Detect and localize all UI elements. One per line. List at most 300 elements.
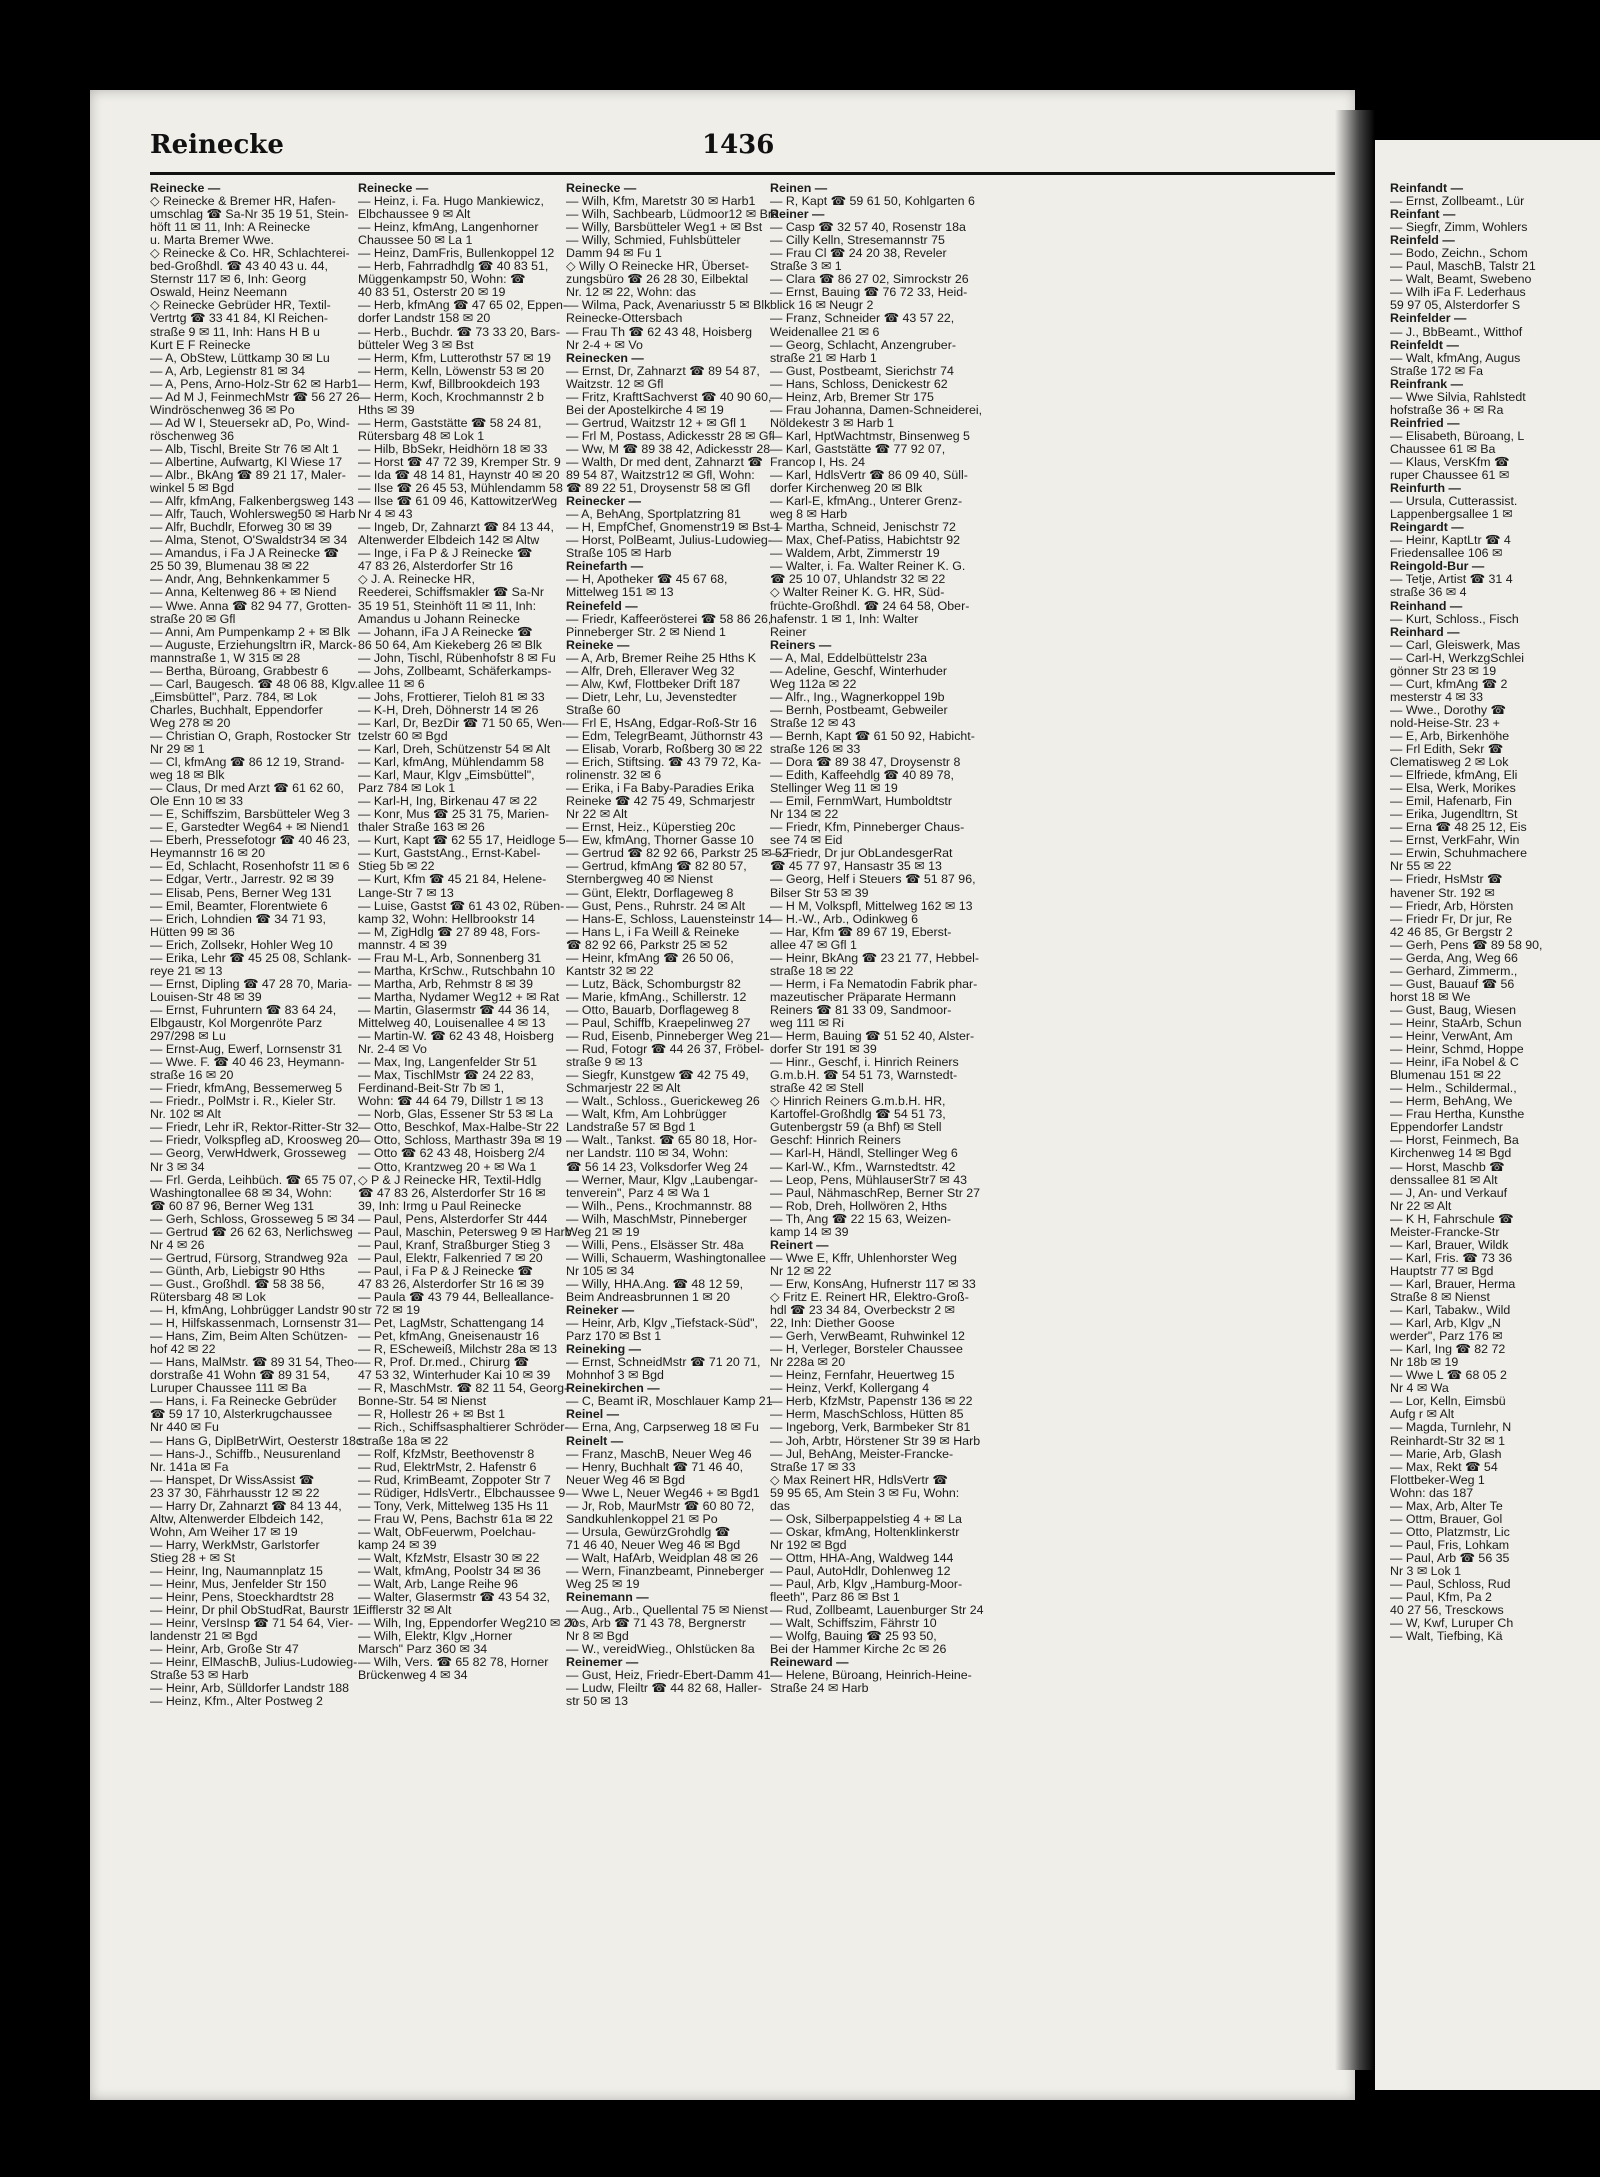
entry-line: Reinecke — <box>150 181 221 195</box>
entry-line: Nr 2-4 + ✉ Vo <box>566 337 643 352</box>
entry-line: weg 111 ✉ Ri <box>770 1016 844 1030</box>
entry-line: Nr 440 ✉ Fu <box>150 1420 219 1435</box>
entry-line: Stellinger Weg 11 ✉ 19 <box>770 781 898 796</box>
entry-line: — Otto, Bauarb, Dorflageweg 8 <box>566 1002 739 1017</box>
entry-line: — Harry Dr, Zahnarzt ☎ 84 13 44, <box>150 1498 342 1513</box>
entry-line: — Gust, Bauauf ☎ 56 <box>1390 976 1515 991</box>
entry-line: — Heinr, Arb, Sülldorfer Landstr 188 <box>150 1681 350 1696</box>
entry-line: — Gerh, Schloss, Grosseweg 5 ✉ 34 <box>150 1211 355 1226</box>
entry-line: — Herm, Kfm, Lutterothstr 57 ✉ 19 <box>358 350 551 365</box>
entry-line: — Heinr, Schmd, Hoppe <box>1390 1042 1524 1057</box>
entry-line: Stieg 28 + ✉ St <box>150 1550 236 1565</box>
entry-line: mazeutischer Präparate Hermann <box>770 989 956 1004</box>
entry-line: — Wilh., Pens., Krochmannstr. 88 <box>566 1198 752 1213</box>
entry-line: — Marie, kfmAng., Schillerstr. 12 <box>566 989 747 1004</box>
entry-line: Reineking — <box>566 1342 642 1357</box>
entry-line: 59 97 05, Alsterdorfer S <box>1390 298 1521 313</box>
entry-line: Nr 105 ✉ 34 <box>566 1263 635 1278</box>
entry-line: — Horst, Maschb ☎ <box>1390 1159 1505 1174</box>
entry-line: — Heinz, kfmAng, Langenhorner <box>358 220 539 235</box>
entry-line: — Tony, Verk, Mittelweg 135 Hs 11 <box>358 1498 549 1513</box>
entry-line: — Karl, Maur, Klgv „Eimsbüttel", <box>358 768 535 783</box>
entry-line: dorfer Str 191 ✉ 39 <box>770 1042 877 1057</box>
entry-line: — A, Arb, Bremer Reihe 25 Hths K <box>566 650 757 665</box>
entry-line: straße 18a ✉ 22 <box>358 1433 449 1448</box>
entry-line: — W, Kwf, Luruper Ch <box>1390 1616 1514 1631</box>
entry-line: — Konr, Mus ☎ 25 31 75, Marien- <box>358 807 550 822</box>
entry-line: denssallee 81 ✉ Alt <box>1390 1172 1498 1187</box>
entry-line: — Herb, kfmAng ☎ 47 65 02, Eppen- <box>358 298 567 313</box>
entry-line: — Albertine, Aufwartg, Kl Wiese 17 <box>150 454 343 469</box>
entry-line: Reinel — <box>566 1407 620 1422</box>
entry-line: — Heinr, iFa Nobel & C <box>1390 1055 1519 1070</box>
entry-line: — A, Pens, Arno-Holz-Str 62 ✉ Harb1 <box>150 376 359 391</box>
entry-line: 297/298 ✉ Lu <box>150 1029 226 1044</box>
entry-line: Heymannstr 16 ✉ 20 <box>150 846 266 861</box>
entry-line: — Walth, Dr med dent, Zahnarzt ☎ <box>566 454 763 469</box>
entry-line: mannstraße 1, W 315 ✉ 28 <box>150 650 301 665</box>
entry-line: — Dietr, Lehr, Lu, Jevenstedter <box>566 689 737 704</box>
entry-line: Kartoffel-Großhdlg ☎ 54 51 73, <box>770 1107 946 1122</box>
entry-line: — Karl, HdlsVertr ☎ 86 09 40, Süll- <box>770 468 968 483</box>
entry-line: — Heinr, ElMaschB, Julius-Ludowieg- <box>150 1655 358 1670</box>
entry-line: Gutenbergstr 59 (a Bhf) ✉ Stell <box>770 1120 942 1135</box>
entry-line: — Frau Cl ☎ 24 20 38, Reveler <box>770 246 947 261</box>
entry-line: — Martha, Nydamer Weg12 + ✉ Rat <box>358 989 560 1004</box>
entry-line: — Aug., Arb., Quellental 75 ✉ Nienst <box>566 1603 768 1618</box>
entry-line: reye 21 ✉ 13 <box>150 963 223 978</box>
entry-line: Bilser Str 53 ✉ 39 <box>770 885 869 900</box>
entry-line: Nr 4 ✉ 26 <box>150 1237 205 1252</box>
entry-line: zungsbüro ☎ 26 28 30, Eilbektal <box>566 272 749 287</box>
entry-line: Reinecke — <box>566 181 637 195</box>
entry-line: — Max, TischlMstr ☎ 24 22 83, <box>358 1068 534 1083</box>
entry-line: werder", Parz 176 ✉ <box>1390 1329 1503 1344</box>
entry-line: — Gertrud, Fürsorg, Strandweg 92a <box>150 1250 348 1265</box>
entry-line: Reingold-Bur — <box>1390 559 1485 574</box>
entry-line: „Eimsbüttel", Parz. 784, ✉ Lok <box>150 689 317 704</box>
entry-line: straße 16 ✉ 20 <box>150 1068 234 1083</box>
entry-line: — Walt., Tankst. ☎ 65 80 18, Hor- <box>566 1133 758 1148</box>
entry-line: — Alfr, kfmAng, Falkenbergsweg 143 <box>150 494 354 509</box>
entry-line: Reinemann — <box>566 1590 649 1605</box>
entry-line: thaler Straße 163 ✉ 26 <box>358 820 485 835</box>
entry-line: Lange-Str 7 ✉ 13 <box>358 885 454 900</box>
entry-line: Nr 8 ✉ Bgd <box>566 1629 629 1644</box>
entry-line: — Günt, Elektr, Dorflageweg 8 <box>566 885 734 900</box>
entry-line: — Heinr, Arb, Große Str 47 <box>150 1642 299 1657</box>
entry-line: — Harry, WerkMstr, Garlstorfer <box>150 1537 320 1552</box>
entry-line: — Casp ☎ 32 57 40, Rosenstr 18a <box>770 220 966 235</box>
entry-line: Hauptstr 77 ✉ Bgd <box>1390 1263 1494 1278</box>
entry-line: — Georg, VerwHdwerk, Grosseweg <box>150 1146 347 1161</box>
entry-line: — Karl, Dreh, Schützenstr 54 ✉ Alt <box>358 742 551 757</box>
entry-line: Reinekirchen — <box>566 1381 660 1396</box>
entry-line: — Max, Arb, Alter Te <box>1390 1498 1503 1513</box>
entry-line: — Jul, BehAng, Meister-Francke- <box>770 1446 954 1461</box>
entry-line: — Paul, i Fa P & J Reinecke ☎ <box>358 1263 533 1278</box>
entry-line: — Herm, BehAng, We <box>1390 1094 1513 1109</box>
entry-line: — Willi, Schauerm, Washingtonallee <box>566 1250 766 1265</box>
entry-line: straße 9 ✉ 11, Inh: Hans H B u <box>150 324 320 339</box>
entry-line: ◇ J. A. Reinecke HR, <box>358 572 475 587</box>
entry-line: see 74 ✉ Eid <box>770 833 843 848</box>
entry-line: — Erich, Stiftsing. ☎ 43 79 72, Ka- <box>566 755 762 770</box>
entry-line: — Paul, Kranf, Straßburger Stieg 3 <box>358 1237 551 1252</box>
entry-line: Reinecken — <box>566 350 644 365</box>
entry-line: — Werner, Maur, Klgv „Laubengar- <box>566 1172 758 1187</box>
entry-line: — Walt, ObFeuerwm, Poelchau- <box>358 1524 536 1539</box>
entry-line: horst 18 ✉ We <box>1390 989 1471 1004</box>
entry-line: — Siegfr, Zimm, Wohlers <box>1390 220 1528 235</box>
entry-line: — Ottm, Brauer, Gol <box>1390 1511 1503 1526</box>
entry-line: Clematisweg 2 ✉ Lok <box>1390 755 1509 770</box>
entry-line: Weidenallee 21 ✉ 6 <box>770 324 880 339</box>
entry-line: Hths ✉ 39 <box>358 402 415 417</box>
entry-line: — Henry, Buchhalt ☎ 71 46 40, <box>566 1459 744 1474</box>
entry-line: Reinelt — <box>566 1433 624 1448</box>
entry-line: — Leop, Pens, MühlauserStr7 ✉ 43 <box>770 1172 968 1187</box>
entry-line: — Frl E, HsAng, Edgar-Roß-Str 16 <box>566 715 757 730</box>
entry-line: — Hans-E, Schloss, Lauensteinstr 14 <box>566 911 772 926</box>
entry-line: — Friedr, Kfm, Pinneberger Chaus- <box>770 820 965 835</box>
entry-line: — Heinz, i. Fa. Hugo Mankiewicz, <box>358 194 544 209</box>
entry-line: — Paul, Pens, Alsterdorfer Str 444 <box>358 1211 548 1226</box>
entry-line: Nr. 141a ✉ Fa <box>150 1459 229 1474</box>
entry-line: — Marie, Arb, Glash <box>1390 1446 1502 1461</box>
entry-line: — Bertha, Büroang, Grabbestr 6 <box>150 663 329 678</box>
entry-line: — Günth, Arb, Liebigstr 90 Hths <box>150 1263 325 1278</box>
entry-line: bed-Großhdl. ☎ 43 40 43 u. 44, <box>150 259 328 274</box>
entry-line: — Alfr., Ing., Wagnerkoppel 19b <box>770 689 945 704</box>
entry-line: — Rud, Zollbeamt, Lauenburger Str 24 <box>770 1603 984 1618</box>
entry-line: — Johs, Zollbeamt, Schäferkamps- <box>358 663 552 678</box>
entry-line: ☎ 25 10 07, Uhlandstr 32 ✉ 22 <box>770 572 946 587</box>
entry-line: — Erna, Ang, Carpserweg 18 ✉ Fu <box>566 1420 759 1435</box>
entry-line: Bonne-Str. 54 ✉ Nienst <box>358 1394 487 1409</box>
entry-line: — Gertrud ☎ 26 62 63, Nerlichsweg <box>150 1224 353 1239</box>
entry-line: — Friedr, HsMstr ☎ <box>1390 872 1503 887</box>
entry-line: — R, Hollestr 26 + ✉ Bst 1 <box>358 1407 506 1422</box>
entry-line: — Ilse ☎ 61 09 46, KattowitzerWeg <box>358 494 558 509</box>
entry-line: Kantstr 32 ✉ 22 <box>566 963 654 978</box>
entry-line: — Cilly Kelln, Stresemannstr 75 <box>770 233 945 248</box>
entry-line: Kirchenweg 14 ✉ Bgd <box>1390 1146 1512 1161</box>
entry-line: — Ottm, HHA-Ang, Waldweg 144 <box>770 1550 954 1565</box>
entry-line: — Wern, Finanzbeamt, Pinneberger <box>566 1563 765 1578</box>
entry-line: — Ursula, Cutterassist. <box>1390 494 1518 509</box>
entry-line: — Rob, Dreh, Hollwören 2, Hths <box>770 1198 947 1213</box>
entry-line: — Erika, i Fa Baby-Paradies Erika <box>566 781 754 796</box>
entry-line: Reinecke-Ottersbach <box>566 311 683 326</box>
entry-line: — Paul, Arb, Klgv „Hamburg-Moor- <box>770 1577 963 1592</box>
entry-line: — Walt, Tiefbing, Kä <box>1390 1629 1503 1644</box>
entry-line: nold-Heise-Str. 23 + <box>1390 715 1500 730</box>
entry-line: — Ernst, SchneidMstr ☎ 71 20 71, <box>566 1355 761 1370</box>
entry-line: Weg 112a ✉ 22 <box>770 676 857 691</box>
entry-line: Nr 3 ✉ Lok 1 <box>1390 1563 1461 1578</box>
entry-line: — Herm, Koch, Krochmannstr 2 b <box>358 389 544 404</box>
entry-line: — Herm, i Fa Nematodin Fabrik phar- <box>770 976 978 991</box>
entry-line: — Wwe E, Kffr, Uhlenhorster Weg <box>770 1250 957 1265</box>
entry-line: Reinen — <box>770 181 828 195</box>
entry-line: — Wwe. Anna ☎ 82 94 77, Grotten- <box>150 598 352 613</box>
entry-line: Eppendorfer Landstr <box>1390 1120 1503 1135</box>
entry-line: — Clara ☎ 86 27 02, Simrockstr 26 <box>770 272 969 287</box>
entry-line: Straße 3 ✉ 1 <box>770 259 842 274</box>
entry-line: Sternstr 117 ✉ 6, Inh: Georg <box>150 272 307 287</box>
entry-line: — Wolfg, Bauing ☎ 25 93 50, <box>770 1629 937 1644</box>
entry-line: — Heinr, Mus, Jenfelder Str 150 <box>150 1577 327 1592</box>
entry-line: — Herb, KfzMstr, Papenstr 136 ✉ 22 <box>770 1394 973 1409</box>
entry-line: Altenwerder Elbdeich 142 ✉ Altw <box>358 533 540 548</box>
entry-line: Reiner — <box>770 207 825 222</box>
entry-line: weg 18 ✉ Blk <box>150 768 225 783</box>
entry-line: hofstraße 36 + ✉ Ra <box>1390 402 1504 417</box>
entry-line: — Albr., BkAng ☎ 89 21 17, Maler- <box>150 468 346 483</box>
entry-line: — Alb, Tischl, Breite Str 76 ✉ Alt 1 <box>150 441 339 456</box>
entry-line: — Dora ☎ 89 38 47, Droysenstr 8 <box>770 755 961 770</box>
entry-line: — Wilh, Kfm, Maretstr 30 ✉ Harb1 <box>566 194 756 209</box>
entry-line: gönner Str 23 ✉ 19 <box>1390 663 1497 678</box>
entry-line: Reinfant — <box>1390 207 1456 222</box>
entry-line: Nr 22 ✉ Alt <box>1390 1198 1452 1213</box>
book-spine <box>1335 110 1375 2070</box>
entry-line: ruper Chaussee 61 ✉ <box>1390 468 1510 483</box>
entry-line: — E, Garstedter Weg64 + ✉ Niend1 <box>150 820 350 835</box>
entry-line: — Walt, Arb, Lange Reihe 96 <box>358 1577 519 1592</box>
entry-line: — Frau Th ☎ 62 43 48, Hoisberg <box>566 324 753 339</box>
entry-line: — Martin-W. ☎ 62 43 48, Hoisberg <box>358 1029 554 1044</box>
entry-line: — Kurt, Kfm ☎ 45 21 84, Helene- <box>358 872 547 887</box>
entry-line: — Paul, Fris, Lohkam <box>1390 1537 1510 1552</box>
entry-line: Parz 784 ✉ Lok 1 <box>358 781 456 796</box>
entry-line: landenstr 21 ✉ Bgd <box>150 1629 258 1644</box>
entry-line: — Heinr, VerwAnt, Am <box>1390 1029 1513 1044</box>
entry-line: Straße 12 ✉ 43 <box>770 715 856 730</box>
entry-line: — Kurt, Schloss., Fisch <box>1390 611 1519 626</box>
entry-line: — C, Beamt iR, Moschlauer Kamp 21 <box>566 1394 773 1409</box>
entry-line: Waitzstr. 12 ✉ Gfl <box>566 376 664 391</box>
entry-line: Straße 53 ✉ Harb <box>150 1668 249 1683</box>
entry-line: — Ew, kfmAng, Thorner Gasse 10 <box>566 833 754 848</box>
entry-line: Reinfelder — <box>1390 311 1467 326</box>
entry-line: — Frl Edith, Sekr ☎ <box>1390 742 1504 757</box>
entry-line: — Walt, Schiffszim, Fährstr 10 <box>770 1616 937 1631</box>
entry-line: Straße 105 ✉ Harb <box>566 546 672 561</box>
entry-line: — H, Apotheker ☎ 45 67 68, <box>566 572 728 587</box>
entry-line: straße 126 ✉ 33 <box>770 742 861 757</box>
entry-line: — Walter, i. Fa. Walter Reiner K. G. <box>770 559 966 574</box>
entry-line: Reineke — <box>566 637 630 652</box>
header-rule <box>150 172 1335 175</box>
entry-line: Lappenbergsallee 1 ✉ <box>1390 507 1513 522</box>
entry-line: Francop I, Hs. 24 <box>770 454 866 469</box>
entry-line: — Hans, MalMstr. ☎ 89 31 54, Theo- <box>150 1355 359 1370</box>
entry-line: — R, EScheweiß, Milchstr 28a ✉ 13 <box>358 1342 558 1357</box>
entry-line: — Karl-H, Ing, Birkenau 47 ✉ 22 <box>358 794 538 809</box>
entry-line: — Rolf, KfzMstr, Beethovenstr 8 <box>358 1446 535 1461</box>
entry-line: — Friedr, Lehr iR, Rektor-Ritter-Str 32 <box>150 1120 359 1135</box>
entry-line: — H.-W., Arb., Odinkweg 6 <box>770 911 919 926</box>
entry-line: — Lutz, Bäck, Schomburgstr 82 <box>566 976 741 991</box>
entry-line: Nr. 12 ✉ 22, Wohn: das <box>566 285 696 300</box>
entry-line: — J, An- und Verkauf <box>1390 1185 1508 1200</box>
entry-line: Pinneberger Str. 2 ✉ Niend 1 <box>566 624 726 639</box>
entry-line: — Ludw, Fleiltr ☎ 44 82 68, Haller- <box>566 1681 762 1696</box>
entry-line: — Frl. Gerda, Leihbüch. ☎ 65 75 07, <box>150 1172 357 1187</box>
entry-line: Elbchaussee 9 ✉ Alt <box>358 207 471 222</box>
entry-line: — Heinr, kfmAng ☎ 26 50 06, <box>566 950 734 965</box>
entry-line: — Inge, i Fa P & J Reinecke ☎ <box>358 546 533 561</box>
entry-line: — Pet, kfmAng, Gneisenaustr 16 <box>358 1329 540 1344</box>
entry-line: — M, ZigHdlg ☎ 27 89 48, Fors- <box>358 924 541 939</box>
entry-line: Nr 22 ✉ Alt <box>566 807 628 822</box>
entry-line: 59 95 65, Am Stein 3 ✉ Fu, Wohn: <box>770 1485 960 1500</box>
entry-line: — Kurt, Kapt ☎ 62 55 17, Heidloge 5 <box>358 833 566 848</box>
entry-line: — A, BehAng, Sportplatzring 81 <box>566 507 741 522</box>
entry-line: — Wwe L ☎ 68 05 2 <box>1390 1368 1507 1383</box>
entry-line: — A, ObStew, Lüttkamp 30 ✉ Lu <box>150 350 330 365</box>
entry-line: Ole Enn 10 ✉ 33 <box>150 794 244 809</box>
entry-line: — Heinr, KaptLtr ☎ 4 <box>1390 533 1511 548</box>
entry-line: — Rud, Eisenb, Pinneberger Weg 21 <box>566 1029 770 1044</box>
entry-line: hof 42 ✉ 22 <box>150 1342 216 1357</box>
entry-line: — Elisab, Vorarb, Roßberg 30 ✉ 22 <box>566 742 763 757</box>
entry-line: Bei der Apostelkirche 4 ✉ 19 <box>566 402 724 417</box>
entry-line: — Heinz, Arb, Bremer Str 175 <box>770 389 934 404</box>
entry-line: — Walt, kfmAng, Poolstr 34 ✉ 36 <box>358 1563 541 1578</box>
entry-line: Mohnhof 3 ✉ Bgd <box>566 1368 664 1383</box>
entry-line: — Heinr, Ing, Naumannplatz 15 <box>150 1563 323 1578</box>
entry-line: Schmarjestr 22 ✉ Alt <box>566 1081 681 1096</box>
entry-line: havener Str. 192 ✉ <box>1390 885 1495 900</box>
entry-line: Flottbeker-Weg 1 <box>1390 1472 1485 1487</box>
entry-line: — Hans G, DiplBetrWirt, Oesterstr 18c <box>150 1433 363 1448</box>
entry-line: — Friedr Fr, Dr jur, Re <box>1390 911 1512 926</box>
entry-line: — Oskar, kfmAng, Holtenklinkerstr <box>770 1524 960 1539</box>
entry-line: — Karl, kfmAng, Mühlendamm 58 <box>358 755 544 770</box>
entry-line: — Ernst, Zollbeamt., Lür <box>1390 194 1525 209</box>
entry-line: Washingtonallee 68 ✉ 34, Wohn: <box>150 1185 332 1200</box>
entry-line: Geschf: Hinrich Reiners <box>770 1133 901 1148</box>
entry-line: — Ernst, Heiz., Küperstieg 20c <box>566 820 736 835</box>
entry-line: u. Marta Bremer Wwe. <box>150 233 274 248</box>
entry-line: — Paul, Kfm, Pa 2 <box>1390 1590 1492 1605</box>
entry-line: — Paul, Schiffb, Kraepelinweg 27 <box>566 1016 751 1030</box>
entry-line: allee 11 ✉ 6 <box>358 676 425 691</box>
entry-line: — Herm, Bauing ☎ 51 52 40, Alster- <box>770 1029 975 1044</box>
entry-line: — Hans-J., Schiffb., Neusurenland <box>150 1446 341 1461</box>
entry-line: Sandkuhlenkoppel 21 ✉ Po <box>566 1511 718 1526</box>
entry-line: Weg 21 ✉ 19 <box>566 1224 640 1239</box>
entry-line: — Otto ☎ 62 43 48, Hoisberg 2/4 <box>358 1146 545 1161</box>
entry-line: — Karl, Gaststätte ☎ 77 92 07, <box>770 441 946 456</box>
entry-line: — Herm, Kelln, Löwenstr 53 ✉ 20 <box>358 363 544 378</box>
entry-line: — Friedr, Arb, Hörsten <box>1390 898 1514 913</box>
entry-line: Reingardt — <box>1390 520 1464 535</box>
entry-line: Reinecke — <box>358 181 429 195</box>
entry-line: — Ingeb, Dr, Zahnarzt ☎ 84 13 44, <box>358 520 554 535</box>
entry-line: Reineke ☎ 42 75 49, Schmarjestr <box>566 794 755 809</box>
entry-line: — Waldem, Arbt, Zimmerstr 19 <box>770 546 940 561</box>
entry-line: — E, Arb, Birkenhöhe <box>1390 728 1510 743</box>
entry-line: Amandus u Johann Reinecke <box>358 611 520 626</box>
entry-line: Sternbergweg 40 ✉ Nienst <box>566 872 713 887</box>
entry-line: Straße 60 <box>566 702 621 717</box>
entry-line: — Heinz, Kfm., Alter Postweg 2 <box>150 1694 323 1709</box>
entry-line: ☎ 60 87 96, Berner Weg 131 <box>150 1198 314 1213</box>
entry-line: Parz 170 ✉ Bst 1 <box>566 1329 662 1344</box>
entry-line: Nr 3 ✉ 34 <box>150 1159 205 1174</box>
entry-line: — Frl M, Postass, Adickesstr 28 ✉ Gfl <box>566 428 775 443</box>
entry-line: ☎ 56 14 23, Volksdorfer Weg 24 <box>566 1159 748 1174</box>
entry-line: Nr. 2-4 ✉ Vo <box>358 1042 427 1057</box>
entry-line: Hütten 99 ✉ 36 <box>150 924 235 939</box>
entry-line: — Walt, Kfm, Am Lohbrügger <box>566 1107 727 1122</box>
entry-line: Jos, Arb ☎ 71 43 78, Bergnerstr <box>566 1616 747 1631</box>
entry-line: — Carl-H, WerkzgSchlei <box>1390 650 1525 665</box>
entry-line: 23 37 30, Fährhausstr 12 ✉ 22 <box>150 1485 320 1500</box>
entry-line: — Martha, Schneid, Jenischstr 72 <box>770 520 956 535</box>
entry-line: — Rud, Fotogr ☎ 44 26 37, Fröbel- <box>566 1042 764 1057</box>
entry-line: 40 83 51, Osterstr 20 ✉ 19 <box>358 285 506 300</box>
entry-line: 89 54 87, Waitzstr12 ✉ Gfl, Wohn: <box>566 468 755 483</box>
entry-line: — Walt., Schloss., Guerickeweg 26 <box>566 1094 760 1109</box>
entry-line: straße 36 ✉ 4 <box>1390 585 1467 600</box>
entry-line: — Hanspet, Dr WissAssist ☎ <box>150 1472 315 1487</box>
entry-line: — K H, Fahrschule ☎ <box>1390 1211 1514 1226</box>
entry-line: — Paul, AutoHdlr, Dohlenweg 12 <box>770 1563 951 1578</box>
entry-line: ☎ 45 77 97, Hansastr 35 ✉ 13 <box>770 859 942 874</box>
entry-line: — K-H, Dreh, Döhnerstr 14 ✉ 26 <box>358 702 539 717</box>
entry-line: dorstraße 41 Wohn ☎ 89 31 54, <box>150 1368 330 1383</box>
entry-line: Reinecker — <box>566 494 642 509</box>
entry-line: ◇ Reinecke & Co. HR, Schlachterei- <box>150 246 350 261</box>
entry-line: — Norb, Glas, Essener Str 53 ✉ La <box>358 1107 553 1122</box>
entry-line: — Frau M-L, Arb, Sonnenberg 31 <box>358 950 542 965</box>
entry-line: — Osk, Silberpappelstieg 4 + ✉ La <box>770 1511 962 1526</box>
entry-line: — Hans, i. Fa Reinecke Gebrüder <box>150 1394 337 1409</box>
running-head-name: Reinecke <box>150 130 284 160</box>
entry-line: — Willy, Schmied, Fuhlsbütteler <box>566 233 741 248</box>
entry-line: — Karl, Tabakw., Wild <box>1390 1303 1511 1318</box>
entry-line: — Herb, Fahrradhdlg ☎ 40 83 51, <box>358 259 549 274</box>
entry-line: — Lor, Kelln, Eimsbü <box>1390 1394 1506 1409</box>
entry-line: Reinfurth — <box>1390 481 1461 496</box>
entry-line: — Ad M J, FeinmechMstr ☎ 56 27 26 <box>150 389 360 404</box>
entry-line: — Wilh, MaschMstr, Pinneberger <box>566 1211 748 1226</box>
entry-line: — Emil, FernmWart, Humboldtstr <box>770 794 952 809</box>
facing-page-column <box>1390 182 1590 1643</box>
directory-column-1 <box>150 181 363 1709</box>
entry-line: Meister-Francke-Str <box>1390 1224 1500 1239</box>
entry-line: — Gust, Pens., Ruhrstr. 24 ✉ Alt <box>566 898 746 913</box>
entry-line: — Carl, Baugesch. ☎ 48 06 88, Klgv. <box>150 676 359 691</box>
entry-line: — Paul, Arb ☎ 56 35 <box>1390 1550 1510 1565</box>
entry-line: kamp 24 ✉ 39 <box>358 1537 437 1552</box>
entry-line: röschenweg 36 <box>150 428 235 443</box>
entry-line: str 72 ✉ 19 <box>358 1303 421 1318</box>
entry-line: — Wilma, Pack, Avenariusstr 5 ✉ Blk <box>566 298 771 313</box>
entry-line: — Karl, Arb, Klgv „N <box>1390 1316 1501 1331</box>
entry-line: — Kurt, GaststAng., Ernst-Kabel- <box>358 846 541 861</box>
entry-line: — Otto, Schloss, Marthastr 39a ✉ 19 <box>358 1133 562 1148</box>
entry-line: — H, Verleger, Borsteler Chaussee <box>770 1342 963 1357</box>
entry-line: 71 46 40, Neuer Weg 46 ✉ Bgd <box>566 1537 741 1552</box>
entry-line: — Fritz, KrafttSachverst ☎ 40 90 60, <box>566 389 772 404</box>
entry-line: — Friedr, Dr jur ObLandesgerRat <box>770 846 953 861</box>
